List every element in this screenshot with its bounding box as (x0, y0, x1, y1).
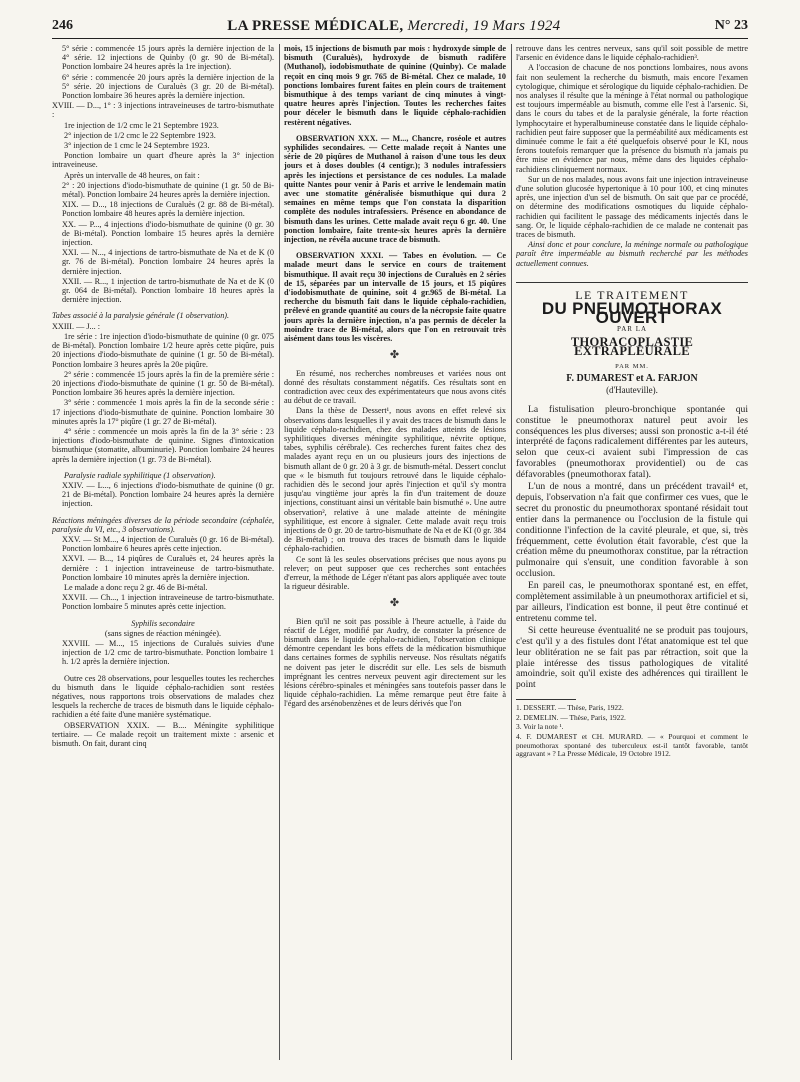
paragraph: 4° série : commencée un mois après la fin de la 3° série : 23 injections d'iodo-bismuthate de quinine. Signes d'intoxication bismuthique (stomatite, albuminurie). Ponction lombaire 24 heures après la dernière injection (1 gr. 73 de Bi-métal). (52, 426, 274, 464)
paragraph: Dans la thèse de Dessert¹, nous avons en effet relevé six observations dans lesquelles il y avait des traces de bismuth dans le liquide céphalo-rachidien, chez des malades atteints de lésions syphilitiques diverses méningite syphilitique, névrite optique, tabes, syphilis cérébrale). Ces recherches furent faites chez des malades ayant reçu en un ou plusieurs jours des injections de bismuth allant de 0 gr. 20 à 3 gr. de bismuth-métal. Dessert conclut que « le bismuth fut toujours retrouvé dans le liquide céphalo-rachidien dès le second jour après l'injection et qu'il s'y montra jusqu'au vingtième jour après la fin d'un traitement de douze injections, constituant ainsi un véritable bain bismuthé ». Une autre observation², relative à une malade atteinte de méningite syphilitique, est encore à signaler. Cette malade avait reçu trois injections de 0 gr. 20 de tartro-bismuthate de Na et de KI (0 gr. 384 de Bi-métal) ; on trouva des traces de bismuth dans le liquide céphalo-rachidien. (284, 406, 506, 554)
column-separator (511, 44, 512, 1060)
page-number: 246 (52, 18, 73, 33)
paragraph: XVIII. — D..., 1° : 3 injections intraveineuses de tartro-bismuthate : (52, 101, 274, 120)
section-ornament: ✤ (389, 597, 401, 610)
journal-title (227, 18, 560, 35)
article-continuation (516, 44, 748, 268)
paragraph: 2° série : commencée 15 jours après la fin de la première série : 20 injections d'iodo-bismuthate de quinine (1 gr. 50 de Bi-métal). Ponction lombaire 36 heures après la dernière injection. (52, 369, 274, 398)
paragraph: OBSERVATION XXIX. — B.... Méningite syphilitique tertiaire. — Ce malade reçoit un traitement mixte : arsenic et bismuth. On fait, durant cinq (52, 720, 274, 749)
paragraph: En résumé, nos recherches nombreuses et variées nous ont donné des résultats constamment négatifs. Ces résultats sont en contradiction avec ceux des expérimentateurs que nous avons cités au début de ce travail. (284, 368, 506, 406)
spacer (52, 465, 274, 470)
spacer (52, 613, 274, 618)
spacer (52, 668, 274, 673)
column-left (52, 44, 274, 1060)
article-subtitle: THORACOPLASTIE EXTRAPLEURALE (570, 334, 694, 358)
issue-number: N° 23 (714, 18, 748, 33)
footnotes (516, 704, 748, 759)
column-middle (284, 44, 506, 1060)
journal-name: LA PRESSE MÉDICALE, (227, 17, 404, 34)
paragraph: 1re injection de 1/2 cmc le 21 Septembre 1923. (64, 120, 219, 130)
article-divider (516, 282, 748, 283)
footnote-rule (516, 699, 576, 700)
issue-date: Mercredi, 19 Mars 1924 (407, 17, 561, 34)
section-ornament: ✤ (389, 349, 401, 362)
article-authors: F. DUMAREST et A. FARJON (566, 373, 698, 385)
footnote: 1. DESSERT. — Thèse, Paris, 1922. (516, 703, 624, 713)
paragraph: XXVI. — B..., 14 piqûres de Curaluès et, 24 heures après la dernière : 1 injection intraveineuse de tartro-bismuthate. Ponction lombaire 10 minutes après la dernière injection. (62, 554, 274, 582)
paragraph: 3° injection de 1 cmc le 24 Septembre 1923. (64, 141, 210, 151)
paragraph: Après un intervalle de 48 heures, on fait : (64, 170, 200, 180)
paragraph: XXIV. — L..., 6 injections d'iodo-bismuthate de quinine (0 gr. 21 de Bi-métal). Ponction lombaire 24 heures après la dernière injection. (62, 480, 274, 509)
paragraph: 6° série : commencée 20 jours après la dernière injection de la 5° série. 20 injections de Curaluès (3 gr. 20 de Bi-métal). Ponction lombaire 36 heures après la dernière injection. (62, 72, 274, 101)
paragraph: Bien qu'il ne soit pas possible à l'heure actuelle, à l'aide du réactif de Léger, modifié par Audry, de constater la présence de bismuth dans le liquide céphalo-rachidien, l'observation clinique démontre cependant les bons effets de la médication bismuthique dans certaines formes de syphilis nerveuse. Nos résultats négatifs ne doivent pas jeter le discrédit sur elle. Les sels de bismuth imprégnant les centres nerveux peuvent agir directement sur les lésions cérébro-spinales et méningées sans toutefois passer dans le liquide céphalo-rachidien. La même remarque peut être faite à l'égard des arsénobenzènes et de leurs dérivés que l'on (284, 616, 506, 709)
article-paragraph: La fistulisation pleuro-bronchique spontanée qui constitue le pneumothorax naturel peut avoir les conséquences les plus diverses; aussi son pronostic a-t-il été interprété de façons radicalement différentes par les auteurs, selon que ceux-ci avaient subi l'impression de cas favorables (pneumothorax providentiel) ou de cas défavorables (pneumothorax fatal). (516, 403, 748, 481)
spacer (52, 305, 274, 310)
paragraph: Réactions méningées diverses de la période secondaire (céphalée, paralysie du VI, etc., 3 observations). (52, 515, 274, 534)
spacer (284, 245, 506, 250)
paragraph: XXII. — R..., 1 injection de tartro-bismuthate de Na et de K (0 gr. 064 de Bi-métal). Ponction lombaire 18 heures après la dernière injection. (62, 276, 274, 305)
article-title-prefix: LE TRAITEMENT (575, 287, 689, 302)
paragraph: XIX. — D..., 18 injections de Curaluès (2 gr. 88 de Bi-métal). Ponction lombaire 48 heures après la dernière injection. (62, 200, 274, 219)
column-separator (279, 44, 280, 1060)
paragraph: 1re série : 1re injection d'iodo-bismuthate de quinine (0 gr. 075 de Bi-métal). Ponction lombaire 1/2 heure après cette piqûre, puis 20 injections d'iodo-bismuthate de quinine (1 gr. 50 de Bi-métal). Ponction lombaire 3 heures après la 20e piqûre. (52, 331, 274, 369)
paragraph: 5° série : commencée 15 jours après la dernière injection de la 4° série. 12 injections de Quinby (0 gr. 90 de Bi-métal). Ponction lombaire 24 heures après la 1re injection). (62, 44, 274, 72)
paragraph: OBSERVATION XXXI. — Tabes en évolution. — Ce malade meurt dans le service en cours de traitement bismuthique. Il avait reçu 30 injections de Curaluès en 2 séries de 15, séparées par un intervalle de 15 jours, et 15 piqûres d'iodobismuthate de quinine, soit 4 gr.965 de Bi-métal. La recherche du bismuth fait dans le liquide céphalo-rachidien, prélevé en grande quantité au cours de la nécropsie faite quatre jours après la dernière injection, n'a pas permis de déceler la moindre trace de Bi-métal, alors que l'on en retrouvait très aisément dans tous les viscères. (284, 251, 506, 344)
paragraph: XXI. — N..., 4 injections de tartro-bismuthate de Na et de K (0 gr. 76 de Bi-métal). Ponction lombaire 24 heures après la dernière injection. (62, 248, 274, 276)
paragraph: retrouve dans les centres nerveux, sans qu'il soit possible de mettre l'arsenic en évidence dans le liquide céphalo-rachidien³. (516, 44, 748, 63)
paragraph: Sur un de nos malades, nous avons fait une injection intraveineuse d'une solution glucosée hypertonique à 10 pour 100, et cinq minutes après, une injection d'un sel de bismuth. On sait que par ce procédé, on détermine des modifications osmotiques du liquide céphalo-rachidien qui facilitent le passage des médicaments injectés dans le sang. Or, le liquide céphalo-rachidien de ce malade ne contenait pas traces de bismuth. (516, 174, 748, 240)
spacer (52, 510, 274, 515)
paragraph: (sans signes de réaction méningée). (104, 628, 222, 638)
paragraph: XXIII. — J... : (52, 321, 100, 331)
footnote: 2. DEMELIN. — Thèse, Paris, 1922. (516, 712, 626, 722)
paragraph: XXVIII. — M..., 15 injections de Curaluès suivies d'une injection de 1/2 cmc de tartro-bismuthate. Ponction lombaire 1 h. 1/2 après la dernière injection. (62, 638, 274, 667)
article-paragraph: En pareil cas, le pneumothorax spontané est, en effet, complètement assimilable à un pneumothorax artificiel et si, par ailleurs, l'indication est bonne, il peut être continué et entretenu comme tel. (516, 580, 748, 624)
footnote: 3. Voir la note ¹. (516, 722, 564, 732)
spacer (284, 128, 506, 133)
article-title: DU PNEUMOTHORAX OUVERT (541, 299, 723, 328)
paragraph: XX. — P..., 4 injections d'iodo-bismuthate de quinine (0 gr. 30 de Bi-métal). Ponction lombaire 15 heures après la dernière injection. (62, 219, 274, 248)
paragraph: Paralysie radiale syphilitique (1 observation). (64, 470, 216, 480)
paragraph: A l'occasion de chacune de nos ponctions lombaires, nous avons fait non seulement la recherche du bismuth, mais encore l'examen cytologique, chimique et sérologique du liquide céphalo-rachidien. De nos analyses il résulte que la méninge à l'état normal ou pathologique est toujours imperméable au bismuth, comme elle l'est à l'arsenic. Si, dans le cours du tabes et de la paralysie générale, la forte réaction lymphocytaire et hyperalbumineuse constatée dans le liquide céphalo-rachidien peut faire supposer que la perméabilité aux médicaments est diminuée comme le fait a été quelquefois observé pour le KI, nous ferons toutefois remarquer que la présence du bismuth n'a jamais pu être mise en évidence par nous, même dans des liquides céphalo-rachidiens cliniquement normaux. (516, 63, 748, 174)
paragraph: Syphilis secondaire (131, 618, 195, 628)
article-par-mm: PAR MM. (615, 363, 649, 371)
paragraph: OBSERVATION XXX. — M..., Chancre, roséole et autres syphilides secondaires. — Cette malade reçoit à Nantes une série de 20 piqûres de Muthanol à raison d'une tous les deux jours et à doses doubles (4 centigr.); 3 nodules intrafessiers après les injections et persistance de ces nodules. La malade quitte Nantes pour venir à Paris et arrive le lendemain matin avec une stomatite généralisée bismuthique qui dura 2 semaines en même temps que l'on constata la disparition complète des nodules intrafessiers. Présence en abondance de bismuth dans les urines. Cette malade avait reçu 6 gr. 40. Une ponction lombaire, faite trente-six heures après la dernière injection, ne révéla aucune trace de bismuth. (284, 133, 506, 245)
column-right (516, 44, 748, 1060)
paragraph: 3° série : commencée 1 mois après la fin de la seconde série : 17 injections d'iodo-bismuthate de quinine. Ponction lombaire 30 minutes après la 17° piqûre (1 gr. 27 de Bi-métal). (52, 398, 274, 426)
article-paragraph: Si cette heureuse éventualité ne se produit pas toujours, c'est qu'il y a des fistules dont l'état anatomique est tel que leur oblitération ne se fait pas par rétraction, soit que la plaie intéresse des tissus pathologiques de vitalité amoindrie, soit qu'il existe des adhérences qui tiraillent le point (516, 624, 748, 691)
paragraph: XXV. — St M..., 4 injection de Curaluès (0 gr. 16 de Bi-métal). Ponction lombaire 6 heures après cette injection. (62, 534, 274, 554)
article-paragraph: L'un de nous a montré, dans un précédent travail⁴ et, depuis, l'observation n'a fait que confirmer ces vues, que le secret du pronostic du pneumothorax spontané résidait tout entier dans la permanence ou l'occlusion de la fistule qui conditionne l'infection de la cavité pleurale, et que, si, très fréquemment, cette évolution était favorable, c'est que la création même du pneumothorax constitue, par la rétraction pulmonaire qui s'ensuit, une condition favorable à son occlusion. (516, 481, 748, 580)
article-body (516, 405, 748, 692)
paragraph: Ponction lombaire un quart d'heure après la 3° injection intraveineuse. (52, 151, 274, 170)
footnote: 4. F. DUMAREST et CH. MURARD. — « Pourquoi et comment le pneumothorax spontané des tuberculeux est-il tantôt favorable, tantôt aggravant » ? La Presse Médicale, 19 Octobre 1912. (516, 732, 748, 759)
paragraph: Le malade a donc reçu 2 gr. 46 de Bi-métal. (64, 582, 208, 592)
article-location: (d'Hauteville). (606, 384, 658, 395)
paragraph: XXVII. — Ch..., 1 injection intraveineuse de tartro-bismuthate. Ponction lombaire 5 minutes après cette injection. (62, 593, 274, 612)
paragraph: Tabes associé à la paralysie générale (1 observation). (52, 311, 230, 321)
page-header (52, 14, 748, 39)
paragraph: 2° injection de 1/2 cmc le 22 Septembre 1923. (64, 130, 216, 140)
paragraph: Ainsi donc et pour conclure, la méninge normale ou pathologique paraît être imperméable au bismuth recherché par les méthodes actuellement connues. (516, 240, 748, 268)
paragraph: mois, 15 injections de bismuth par mois : hydroxyde simple de bismuth (Curaluès), hydroxyde de bismuth radifère (Muthanol), iodobismuthate de quinine (Quinby). Ce malade reçoit en cinq mois 9 gr. 765 de Bi-métal. Chez ce malade, 10 ponctions lombaires furent faites en plein cours de traitement bismuthique à des temps variant de cinq minutes à vingt-quatre heures après l'injection. Toutes les recherches faites pour déceler le bismuth dans le liquide céphalo-rachidien restèrent négatives. (284, 44, 506, 127)
paragraph: Outre ces 28 observations, pour lesquelles toutes les recherches du bismuth dans le liquide céphalo-rachidien sont restées négatives, nous rapportons trois observations de malades chez lesquels la recherche de traces de bismuth dans le liquide céphalo-rachidien a été faite d'une manière systématique. (52, 673, 274, 720)
article-par-la: PAR LA (616, 325, 648, 334)
paragraph: 2° : 20 injections d'iodo-bismuthate de quinine (1 gr. 50 de Bi-métal). Ponction lombaire 24 heures après la dernière injection. (62, 180, 274, 200)
paragraph: Ce sont là les seules observations précises que nous ayons pu relever; on peut supposer que ces recherches sont entachées d'erreur, la méthode de Léger n'étant pas alors appliquée avec toute la rigueur désirable. (284, 554, 506, 592)
